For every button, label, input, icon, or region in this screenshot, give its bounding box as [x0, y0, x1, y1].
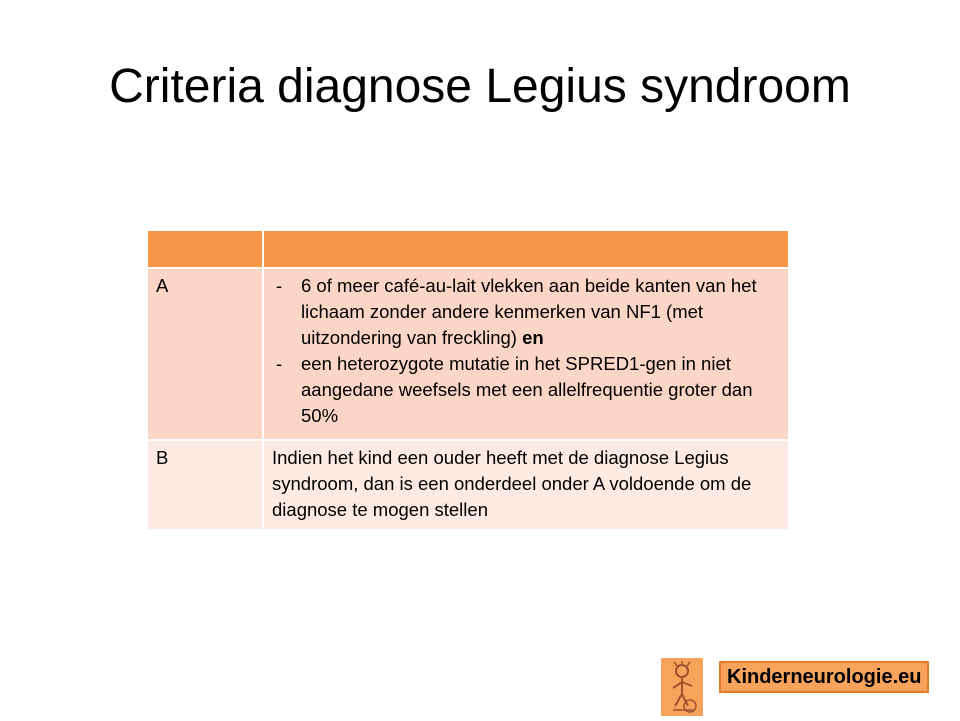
- row-content-cell: [263, 268, 788, 440]
- criterion-conjunction: en: [522, 327, 544, 348]
- row-label-cell: [148, 440, 263, 530]
- list-item: [272, 351, 780, 429]
- child-figure-icon: [661, 658, 703, 716]
- dash-bullet: -: [276, 275, 283, 296]
- criteria-table: [148, 231, 788, 531]
- list-item: [272, 273, 780, 351]
- slide-title: Criteria diagnose Legius syndroom: [109, 60, 851, 113]
- table-row: [148, 440, 788, 530]
- logo-text: Kinderneurologie.eu: [719, 661, 929, 693]
- criteria-list: [272, 273, 780, 429]
- header-cell-label: [148, 231, 263, 268]
- criterion-text: een heterozygote mutatie in het SPRED1-gen in niet aangedane weefsels met een allelfrequentie groter dan 50%: [301, 353, 753, 426]
- dash-bullet: -: [276, 353, 283, 374]
- table-row: [148, 268, 788, 440]
- criterion-text: 6 of meer café-au-lait vlekken aan beide kanten van het lichaam zonder andere kenmerken van NF1 (met uitzondering van freckling): [301, 275, 757, 348]
- row-content-cell: [263, 440, 788, 530]
- site-logo: [661, 658, 929, 718]
- row-label: B: [156, 447, 169, 468]
- header-cell-content: [263, 231, 788, 268]
- table-header-row: [148, 231, 788, 268]
- row-label-cell: [148, 268, 263, 440]
- row-label: A: [156, 275, 169, 296]
- criterion-text: Indien het kind een ouder heeft met de diagnose Legius syndroom, dan is een onderdeel onder A voldoende om de diagnose te mogen stellen: [272, 447, 752, 520]
